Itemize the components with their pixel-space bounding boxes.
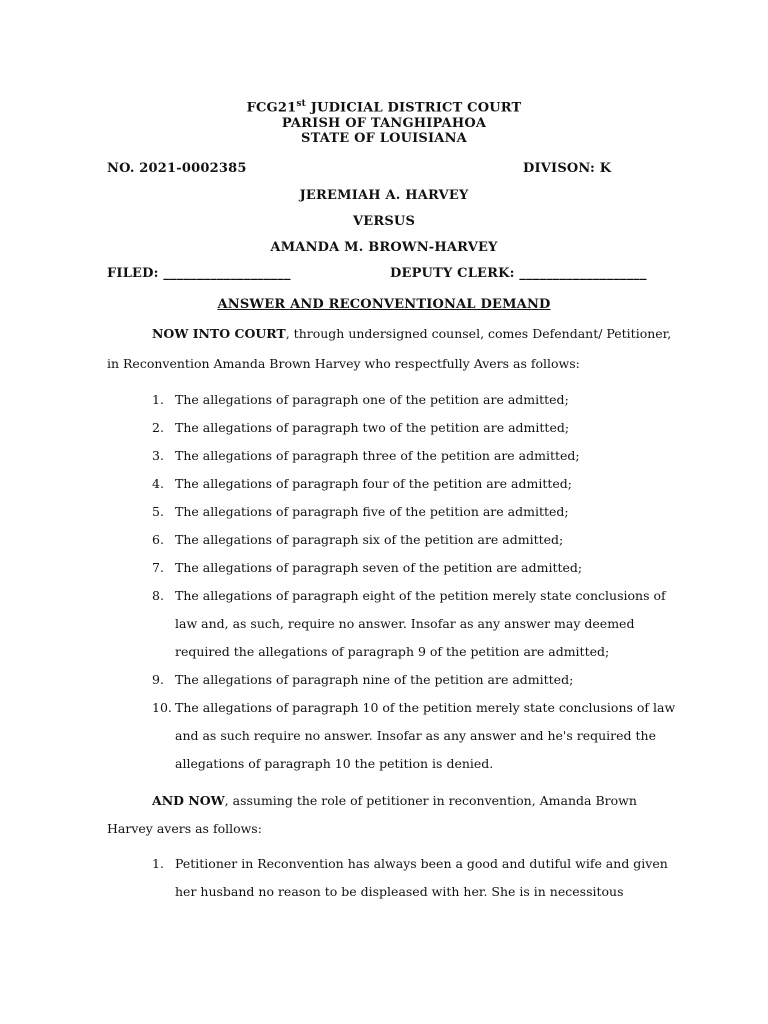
list-item-text: allegations of paragraph 10 the petition is denied. [175, 756, 494, 771]
reconvention-line-2: Harvey avers as follows: [107, 821, 262, 836]
list-item-number: 10. [152, 700, 172, 715]
versus-label: VERSUS [352, 214, 416, 229]
list-item-number: 5. [152, 504, 164, 519]
list-item-number: 4. [152, 476, 164, 491]
list-item-number: 2. [152, 420, 164, 435]
division: DIVISON: K [523, 161, 612, 176]
filed-line: FILED: ___________________ [107, 266, 291, 281]
deputy-clerk-line: DEPUTY CLERK: ___________________ [390, 266, 647, 281]
list-item-number: 8. [152, 588, 164, 603]
list-item-number: 3. [152, 448, 164, 463]
list-item-text: The allegations of paragraph six of the petition are admitted; [175, 532, 564, 547]
list-item-text: The allegations of paragraph two of the petition are admitted; [175, 420, 570, 435]
list-item-number: 6. [152, 532, 164, 547]
list-item-text: The allegations of paragraph four of the petition are admitted; [175, 476, 572, 491]
intro-line-2: in Reconvention Amanda Brown Harvey who respectfully Avers as follows: [107, 356, 580, 371]
case-number: NO. 2021-0002385 [107, 161, 247, 176]
list-item-text: The allegations of paragraph seven of the petition are admitted; [175, 560, 583, 575]
list-item-text: The allegations of paragraph eight of the petition merely state conclusions of [175, 588, 666, 603]
list-item-text: required the allegations of paragraph 9 of the petition are admitted; [175, 644, 610, 659]
list-item-text: The allegations of paragraph five of the petition are admitted; [175, 504, 569, 519]
document-title: ANSWER AND RECONVENTIONAL DEMAND [217, 297, 551, 312]
list-item-number: 7. [152, 560, 164, 575]
list-item-text: The allegations of paragraph three of the petition are admitted; [175, 448, 580, 463]
court-name: FCG21st JUDICIAL DISTRICT COURT [246, 99, 522, 116]
list-item-number: 1. [152, 856, 164, 871]
state-name: STATE OF LOUISIANA [301, 131, 467, 146]
list-item-text: The allegations of paragraph 10 of the petition merely state conclusions of law [175, 700, 676, 715]
list-item-text: Petitioner in Reconvention has always been a good and dutiful wife and given [175, 856, 668, 871]
list-item-text: law and, as such, require no answer. Insofar as any answer may deemed [175, 616, 635, 631]
list-item-text: The allegations of paragraph nine of the petition are admitted; [175, 672, 574, 687]
plaintiff-name: JEREMIAH A. HARVEY [299, 188, 469, 203]
list-item-text: and as such require no answer. Insofar as any answer and he's required the [175, 728, 656, 743]
intro-line-1: NOW INTO COURT, through undersigned counsel, comes Defendant/ Petitioner, [152, 326, 672, 341]
defendant-name: AMANDA M. BROWN-HARVEY [270, 240, 498, 255]
list-item-text: her husband no reason to be displeased with her. She is in necessitous [175, 884, 624, 899]
parish-name: PARISH OF TANGHIPAHOA [281, 116, 487, 131]
list-item-text: The allegations of paragraph one of the petition are admitted; [175, 392, 569, 407]
list-item-number: 1. [152, 392, 164, 407]
list-item-number: 9. [152, 672, 164, 687]
reconvention-line-1: AND NOW, assuming the role of petitioner in reconvention, Amanda Brown [152, 793, 637, 808]
